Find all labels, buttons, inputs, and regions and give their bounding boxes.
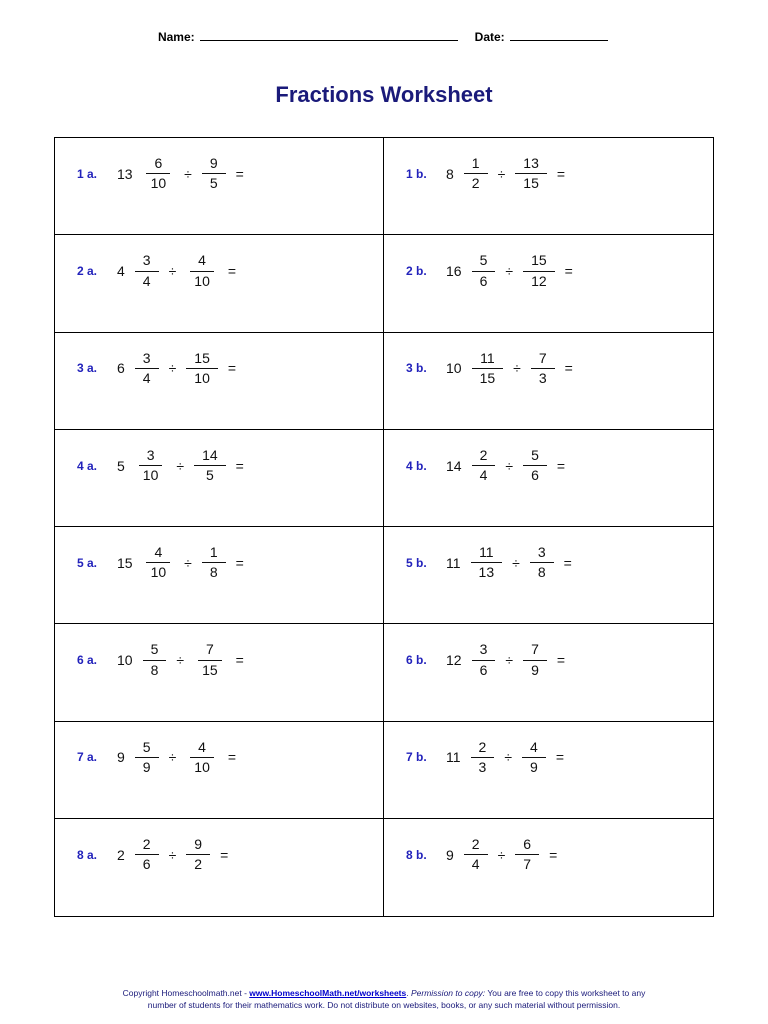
fraction-2 (515, 837, 539, 873)
denominator: 9 (530, 758, 538, 775)
denominator: 2 (471, 175, 480, 192)
numerator: 15 (186, 351, 218, 369)
problem (406, 253, 577, 289)
whole-number: 11 (446, 749, 461, 766)
equals-sign: = (564, 263, 573, 280)
divide-operator: ÷ (505, 652, 514, 669)
problem (77, 448, 248, 484)
divide-operator: ÷ (504, 749, 513, 766)
problem-label: 5 a. (77, 555, 98, 570)
problem (77, 351, 240, 387)
problem-cell (384, 624, 713, 721)
divide-operator: ÷ (497, 846, 506, 863)
whole-number: 12 (446, 652, 462, 669)
denominator: 10 (142, 467, 159, 484)
equals-sign: = (227, 749, 237, 766)
footer-sep: . (406, 988, 411, 998)
footer-permission-text: You are free to copy this worksheet to any (485, 988, 646, 998)
name-field-line[interactable] (200, 39, 458, 41)
equals-sign: = (235, 554, 244, 571)
problem (77, 156, 248, 192)
numerator: 2 (135, 837, 159, 855)
whole-number: 16 (446, 263, 462, 280)
problem (406, 545, 576, 581)
divide-operator: ÷ (168, 846, 177, 863)
problem-label: 2 b. (406, 264, 427, 279)
problem (406, 740, 568, 776)
problem-label: 4 b. (406, 458, 427, 473)
problem-cell (55, 430, 384, 527)
problem-cell (384, 527, 713, 624)
footer-permission-label: Permission to copy: (410, 988, 486, 998)
problem-cell (55, 235, 384, 332)
header (0, 30, 768, 44)
denominator: 13 (478, 564, 495, 581)
fraction-2 (523, 253, 555, 289)
numerator: 5 (143, 642, 167, 660)
problem-cell (55, 333, 384, 430)
numerator: 1 (202, 545, 226, 563)
denominator: 8 (150, 661, 159, 678)
denominator: 8 (209, 564, 218, 581)
problem (406, 448, 569, 484)
numerator: 3 (135, 351, 159, 369)
equals-sign: = (556, 457, 566, 474)
problem (406, 156, 569, 192)
equals-sign: = (235, 165, 244, 182)
fraction-1 (472, 642, 496, 678)
numerator: 4 (190, 740, 214, 758)
denominator: 12 (531, 272, 547, 289)
problem-label: 6 b. (406, 653, 427, 668)
whole-number: 11 (446, 554, 461, 571)
numerator: 4 (522, 740, 546, 758)
whole-number: 6 (117, 360, 125, 377)
fraction-2 (202, 156, 226, 192)
denominator: 10 (194, 369, 210, 386)
whole-number: 4 (117, 263, 125, 280)
fraction-2 (186, 740, 218, 776)
denominator: 7 (523, 856, 532, 873)
equals-sign: = (235, 652, 244, 669)
denominator: 4 (471, 856, 480, 873)
fraction-1 (135, 351, 159, 387)
numerator: 2 (471, 740, 495, 758)
fraction-2 (515, 156, 547, 192)
equals-sign: = (556, 165, 566, 182)
problem-label: 4 a. (77, 458, 98, 473)
numerator: 11 (472, 351, 503, 369)
equals-sign: = (563, 554, 572, 571)
equals-sign: = (227, 360, 237, 377)
problem-cell (55, 527, 384, 624)
denominator: 5 (209, 175, 218, 192)
divide-operator: ÷ (168, 263, 177, 280)
problem-label: 6 a. (77, 653, 98, 668)
problem-cell (384, 430, 713, 527)
problem-cell (55, 624, 384, 721)
numerator: 2 (464, 837, 488, 855)
fraction-1 (464, 156, 488, 192)
fraction-1 (471, 740, 495, 776)
numerator: 5 (523, 448, 547, 466)
denominator: 2 (194, 856, 203, 873)
numerator: 3 (135, 253, 159, 271)
footer-link[interactable]: www.HomeschoolMath.net/worksheets (249, 988, 407, 998)
problem-label: 5 b. (406, 555, 427, 570)
fraction-1 (471, 545, 503, 581)
fraction-1 (143, 545, 175, 581)
denominator: 6 (531, 467, 539, 484)
numerator: 7 (523, 642, 547, 660)
problem-cell (384, 138, 713, 235)
footer-line2: number of students for their mathematics work. Do not distribute on websites, books, or any such material without permission. (147, 1000, 621, 1010)
problem (77, 545, 248, 581)
fraction-2 (194, 642, 226, 678)
problem (77, 253, 240, 289)
numerator: 3 (530, 545, 554, 563)
numerator: 15 (523, 253, 555, 271)
denominator: 4 (142, 369, 151, 386)
fraction-2 (523, 448, 547, 484)
fraction-2 (530, 545, 554, 581)
numerator: 9 (202, 156, 226, 174)
denominator: 9 (142, 758, 151, 775)
date-field-line[interactable] (510, 39, 608, 41)
numerator: 3 (139, 448, 163, 466)
fraction-2 (531, 351, 555, 387)
equals-sign: = (235, 457, 244, 474)
problem-label: 7 a. (77, 750, 98, 765)
fraction-2 (522, 740, 546, 776)
divide-operator: ÷ (497, 165, 506, 182)
equals-sign: = (227, 263, 237, 280)
problem-cell (384, 235, 713, 332)
divide-operator: ÷ (168, 749, 177, 766)
page-title: Fractions Worksheet (275, 82, 493, 107)
problem-cell (384, 722, 713, 819)
fraction-1 (143, 156, 175, 192)
numerator: 5 (472, 253, 496, 271)
denominator: 6 (142, 856, 151, 873)
divide-operator: ÷ (184, 165, 192, 182)
numerator: 6 (515, 837, 539, 855)
denominator: 15 (479, 369, 496, 386)
problem (77, 837, 232, 873)
problem-cell (384, 333, 713, 430)
problem-cell (55, 138, 384, 235)
denominator: 10 (150, 564, 167, 581)
divide-operator: ÷ (513, 360, 521, 377)
denominator: 4 (479, 467, 488, 484)
numerator: 1 (464, 156, 488, 174)
denominator: 4 (142, 272, 151, 289)
problem-label: 3 a. (77, 361, 98, 376)
denominator: 10 (194, 758, 210, 775)
fraction-1 (135, 740, 159, 776)
footer-copyright: Copyright Homeschoolmath.net - (122, 988, 250, 998)
fraction-1 (472, 448, 496, 484)
denominator: 8 (537, 564, 546, 581)
numerator: 6 (146, 156, 170, 174)
fraction-1 (135, 448, 167, 484)
whole-number: 15 (117, 554, 133, 571)
divide-operator: ÷ (168, 360, 177, 377)
fraction-1 (143, 642, 167, 678)
divide-operator: ÷ (512, 554, 520, 571)
numerator: 7 (531, 351, 555, 369)
whole-number: 9 (446, 846, 454, 863)
fraction-2 (186, 837, 210, 873)
problem-grid (54, 137, 714, 917)
equals-sign: = (564, 360, 573, 377)
numerator: 7 (198, 642, 222, 660)
numerator: 9 (186, 837, 210, 855)
divide-operator: ÷ (176, 457, 185, 474)
problem-label: 7 b. (406, 750, 427, 765)
problem-label: 8 a. (77, 847, 98, 862)
denominator: 5 (205, 467, 214, 484)
denominator: 10 (150, 175, 167, 192)
fraction-2 (186, 351, 218, 387)
problem (406, 642, 569, 678)
numerator: 4 (190, 253, 214, 271)
fraction-1 (472, 253, 496, 289)
problem-label: 1 a. (77, 166, 98, 181)
problem-label: 8 b. (406, 847, 427, 862)
numerator: 4 (146, 545, 170, 563)
whole-number: 8 (446, 165, 454, 182)
date-label: Date: (474, 30, 505, 44)
fraction-2 (186, 253, 218, 289)
problem-cell (384, 819, 713, 916)
denominator: 9 (531, 661, 539, 678)
denominator: 3 (478, 758, 487, 775)
fraction-2 (202, 545, 226, 581)
whole-number: 13 (117, 165, 133, 182)
fraction-1 (472, 351, 504, 387)
numerator: 11 (471, 545, 502, 563)
denominator: 6 (479, 661, 488, 678)
whole-number: 10 (117, 652, 133, 669)
divide-operator: ÷ (505, 263, 514, 280)
denominator: 15 (202, 661, 218, 678)
problem-label: 2 a. (77, 264, 98, 279)
problem-cell (55, 722, 384, 819)
whole-number: 10 (446, 360, 462, 377)
divide-operator: ÷ (176, 652, 185, 669)
numerator: 3 (472, 642, 496, 660)
numerator: 13 (515, 156, 547, 174)
numerator: 14 (194, 448, 226, 466)
problem-label: 1 b. (406, 166, 427, 181)
equals-sign: = (555, 749, 565, 766)
denominator: 15 (523, 175, 539, 192)
denominator: 6 (479, 272, 488, 289)
divide-operator: ÷ (505, 457, 514, 474)
equals-sign: = (556, 652, 566, 669)
whole-number: 2 (117, 846, 125, 863)
equals-sign: = (220, 846, 229, 863)
whole-number: 9 (117, 749, 125, 766)
problem (406, 837, 561, 873)
problem (77, 740, 240, 776)
fraction-1 (135, 837, 159, 873)
problem (77, 642, 248, 678)
fraction-2 (194, 448, 226, 484)
problem (406, 351, 577, 387)
equals-sign: = (549, 846, 558, 863)
numerator: 2 (472, 448, 496, 466)
problem-label: 3 b. (406, 361, 427, 376)
divide-operator: ÷ (184, 554, 192, 571)
whole-number: 5 (117, 457, 125, 474)
denominator: 3 (538, 369, 547, 386)
fraction-2 (523, 642, 547, 678)
footer (0, 987, 768, 1011)
numerator: 5 (135, 740, 159, 758)
problem-cell (55, 819, 384, 916)
denominator: 10 (194, 272, 210, 289)
name-label: Name: (157, 30, 195, 44)
fraction-1 (135, 253, 159, 289)
whole-number: 14 (446, 457, 462, 474)
fraction-1 (464, 837, 488, 873)
